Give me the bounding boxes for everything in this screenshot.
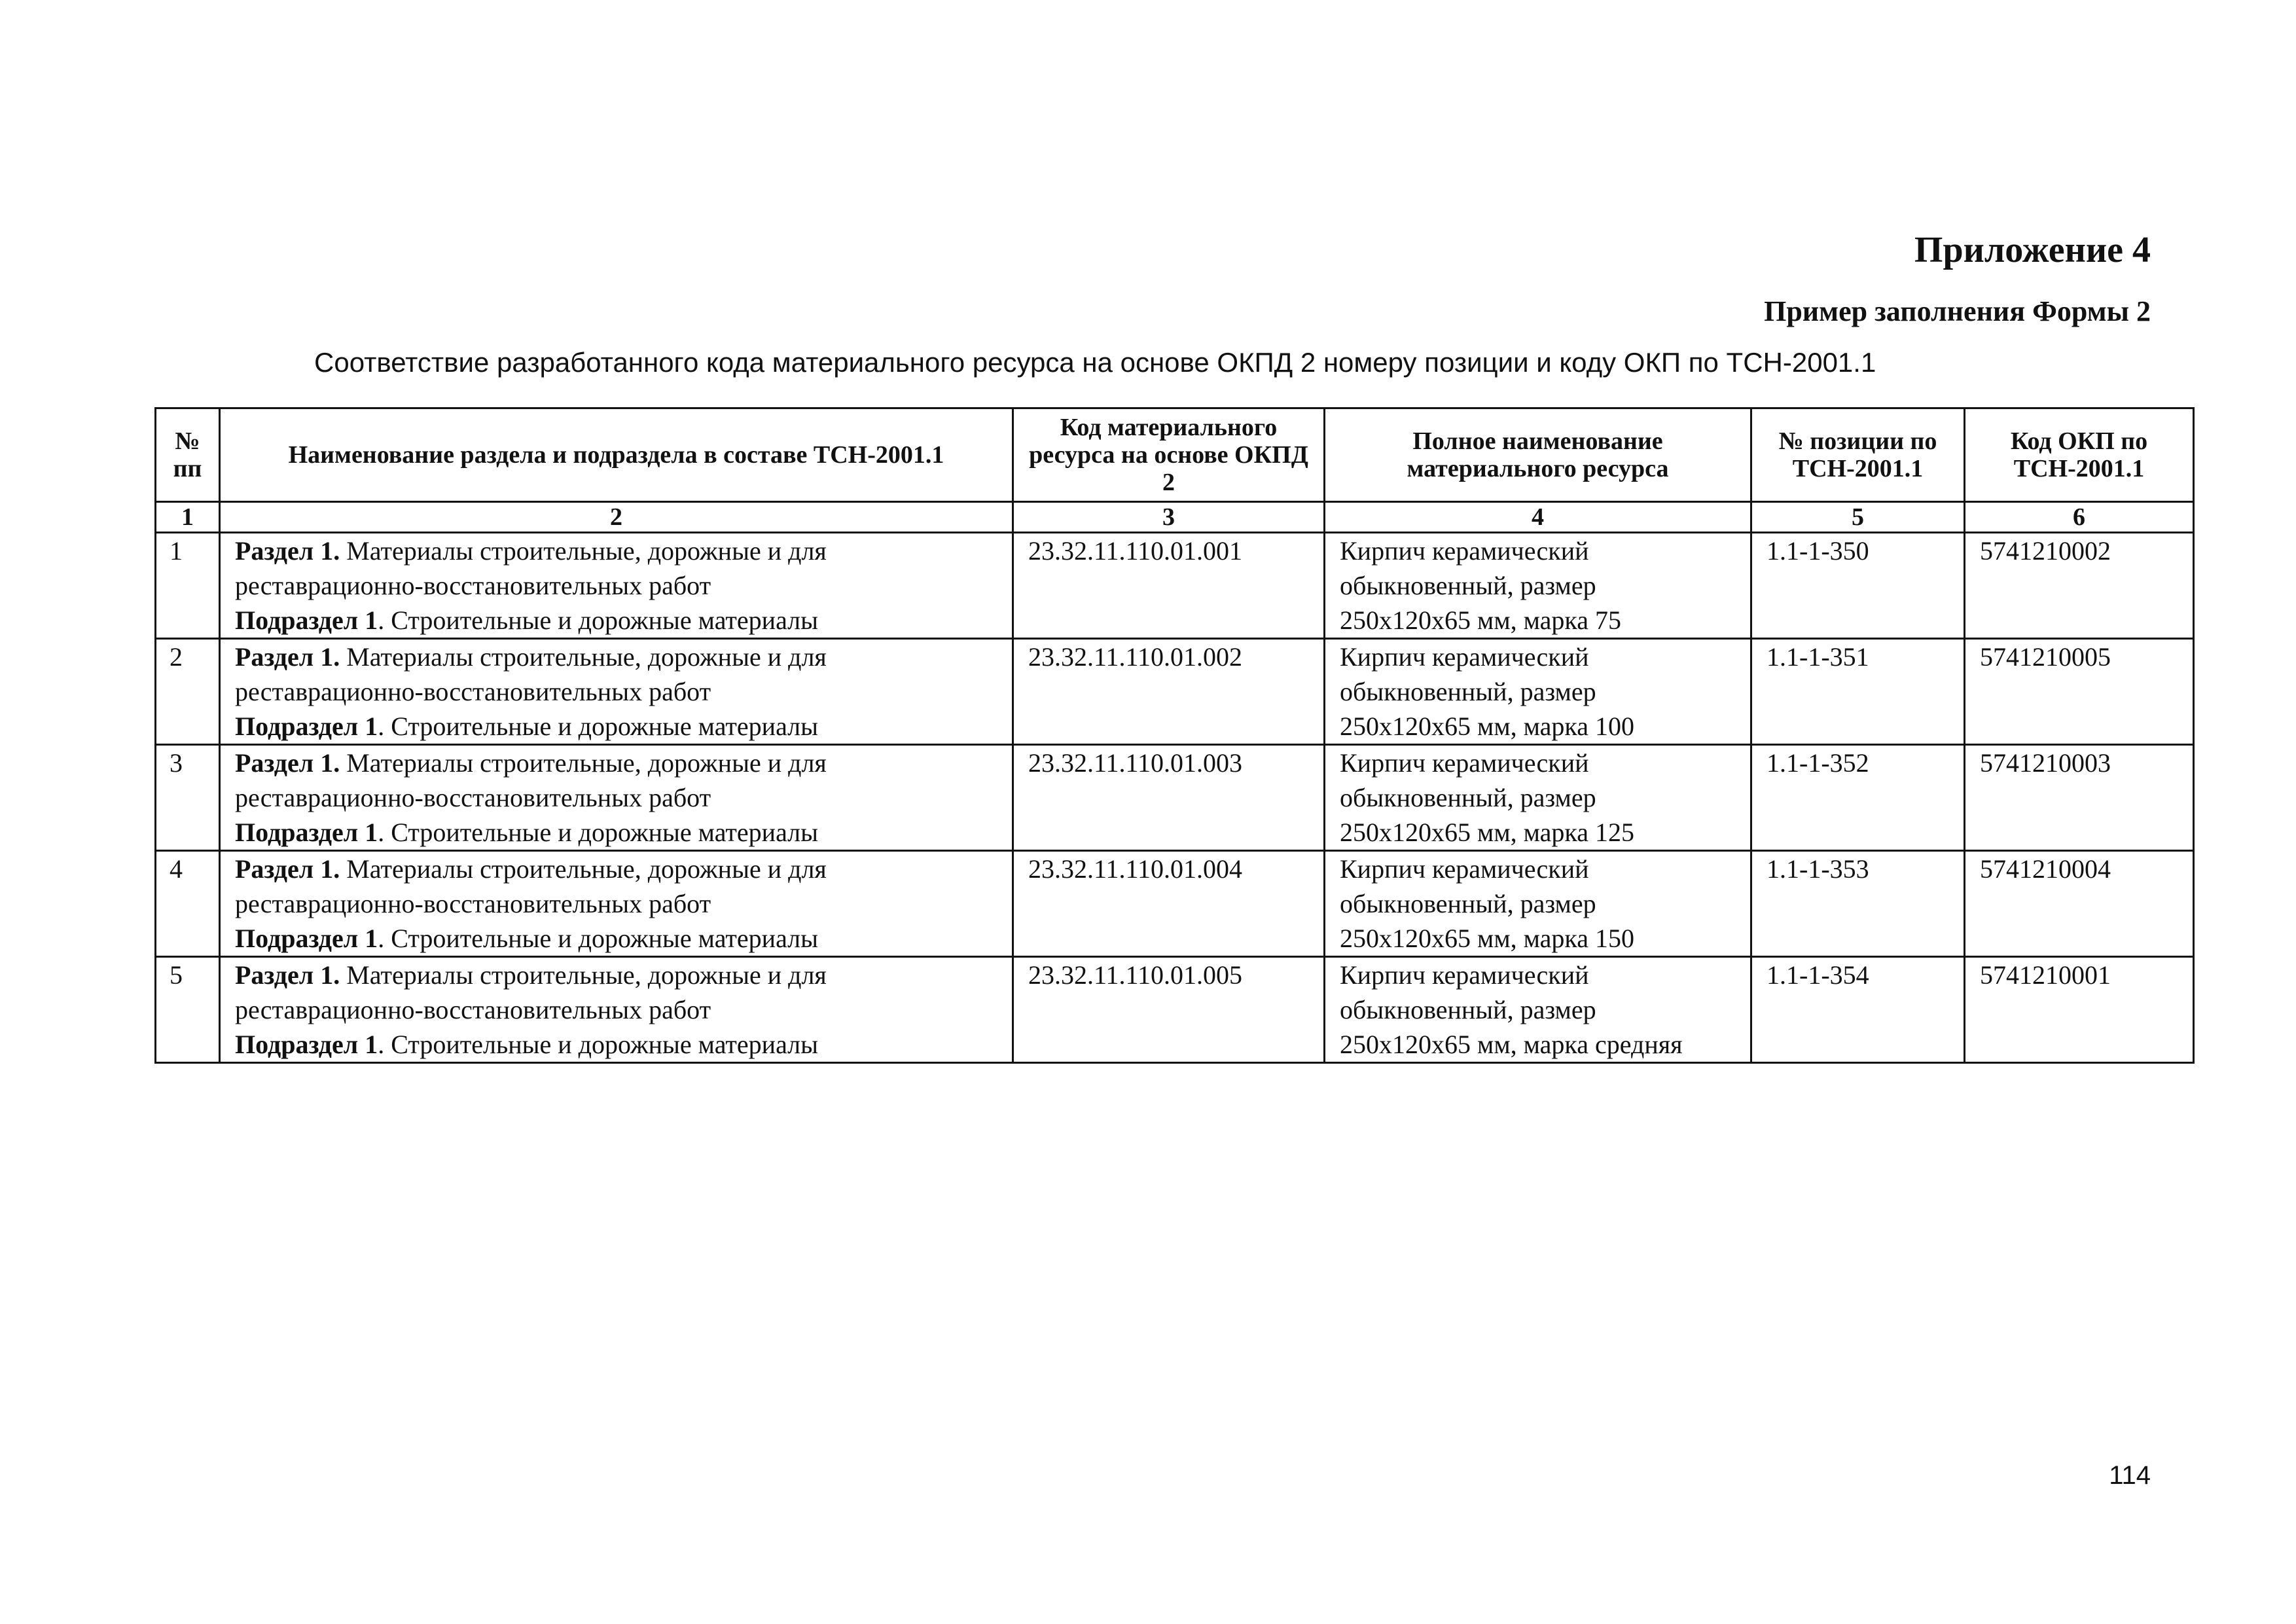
section-label: Раздел 1.	[235, 536, 340, 566]
column-number: 5	[1751, 502, 1965, 533]
section-label: Раздел 1.	[235, 854, 340, 884]
resource-name-line: обыкновенный, размер	[1340, 677, 1596, 706]
resource-name-line: обыкновенный, размер	[1340, 571, 1596, 600]
column-header-full-name: Полное наименование материального ресурса	[1325, 408, 1751, 502]
tsn-position-cell: 1.1-1-350	[1751, 533, 1965, 639]
resource-code-table	[154, 407, 2195, 1064]
row-number: 5	[156, 957, 220, 1063]
section-text: Материалы строительные, дорожные и для реставрационно-восстановительных работ	[235, 854, 827, 918]
section-cell	[220, 639, 1013, 745]
table-row	[156, 533, 2194, 639]
subsection-text: . Строительные и дорожные материалы	[378, 924, 819, 953]
column-number: 1	[156, 502, 220, 533]
okp-code-cell: 5741210004	[1965, 851, 2194, 957]
section-cell	[220, 745, 1013, 851]
resource-name-line: обыкновенный, размер	[1340, 889, 1596, 918]
resource-name-line: 250х120х65 мм, марка 100	[1340, 712, 1634, 741]
section-cell	[220, 957, 1013, 1063]
table-row	[156, 639, 2194, 745]
okp-code-cell: 5741210005	[1965, 639, 2194, 745]
form-title: Пример заполнения Формы 2	[1764, 295, 2151, 327]
table-caption: Соответствие разработанного кода материального ресурса на основе ОКПД 2 номеру позиции и коду ОКП по ТСН-2001.1	[314, 347, 1876, 378]
tsn-position-cell: 1.1-1-351	[1751, 639, 1965, 745]
subsection-label: Подраздел 1	[235, 712, 378, 741]
okpd-code-cell: 23.32.11.110.01.001	[1013, 533, 1325, 639]
row-number: 1	[156, 533, 220, 639]
section-text: Материалы строительные, дорожные и для реставрационно-восстановительных работ	[235, 536, 827, 600]
column-header-number: № пп	[156, 408, 220, 502]
okp-code-cell: 5741210003	[1965, 745, 2194, 851]
table-row	[156, 851, 2194, 957]
section-text: Материалы строительные, дорожные и для реставрационно-восстановительных работ	[235, 960, 827, 1024]
subsection-label: Подраздел 1	[235, 924, 378, 953]
resource-name-line: Кирпич керамический	[1340, 748, 1589, 778]
column-number: 6	[1965, 502, 2194, 533]
subsection-text: . Строительные и дорожные материалы	[378, 1030, 819, 1059]
tsn-position-cell: 1.1-1-354	[1751, 957, 1965, 1063]
page-number: 114	[2109, 1461, 2151, 1490]
table-header-row	[156, 408, 2194, 502]
subsection-text: . Строительные и дорожные материалы	[378, 605, 819, 635]
resource-name-line: обыкновенный, размер	[1340, 995, 1596, 1024]
resource-name-line: 250х120х65 мм, марка 75	[1340, 605, 1621, 635]
resource-name-line: Кирпич керамический	[1340, 536, 1589, 566]
subsection-label: Подраздел 1	[235, 605, 378, 635]
row-number: 3	[156, 745, 220, 851]
subsection-label: Подраздел 1	[235, 1030, 378, 1059]
okpd-code-cell: 23.32.11.110.01.004	[1013, 851, 1325, 957]
section-label: Раздел 1.	[235, 642, 340, 672]
section-label: Раздел 1.	[235, 960, 340, 990]
section-text: Материалы строительные, дорожные и для реставрационно-восстановительных работ	[235, 642, 827, 706]
subsection-text: . Строительные и дорожные материалы	[378, 818, 819, 847]
column-header-section: Наименование раздела и подраздела в составе ТСН-2001.1	[220, 408, 1013, 502]
section-cell	[220, 533, 1013, 639]
subsection-label: Подраздел 1	[235, 818, 378, 847]
okpd-code-cell: 23.32.11.110.01.002	[1013, 639, 1325, 745]
column-number: 2	[220, 502, 1013, 533]
tsn-position-cell: 1.1-1-352	[1751, 745, 1965, 851]
column-number: 4	[1325, 502, 1751, 533]
resource-name-cell	[1325, 533, 1751, 639]
resource-name-line: Кирпич керамический	[1340, 642, 1589, 672]
resource-name-line: 250х120х65 мм, марка 150	[1340, 924, 1634, 953]
tsn-position-cell: 1.1-1-353	[1751, 851, 1965, 957]
okpd-code-cell: 23.32.11.110.01.005	[1013, 957, 1325, 1063]
resource-name-line: Кирпич керамический	[1340, 960, 1589, 990]
resource-name-line: 250х120х65 мм, марка 125	[1340, 818, 1634, 847]
resource-name-cell	[1325, 745, 1751, 851]
resource-name-line: обыкновенный, размер	[1340, 783, 1596, 812]
column-header-tsn-position: № позиции по ТСН-2001.1	[1751, 408, 1965, 502]
appendix-title: Приложение 4	[1914, 230, 2151, 270]
table-row	[156, 957, 2194, 1063]
row-number: 2	[156, 639, 220, 745]
row-number: 4	[156, 851, 220, 957]
column-header-okp-code: Код ОКП по ТСН-2001.1	[1965, 408, 2194, 502]
column-number-row	[156, 502, 2194, 533]
resource-name-cell	[1325, 851, 1751, 957]
section-label: Раздел 1.	[235, 748, 340, 778]
subsection-text: . Строительные и дорожные материалы	[378, 712, 819, 741]
okp-code-cell: 5741210001	[1965, 957, 2194, 1063]
section-text: Материалы строительные, дорожные и для реставрационно-восстановительных работ	[235, 748, 827, 812]
column-header-okpd-code: Код материального ресурса на основе ОКПД 2	[1013, 408, 1325, 502]
resource-name-line: Кирпич керамический	[1340, 854, 1589, 884]
okpd-code-cell: 23.32.11.110.01.003	[1013, 745, 1325, 851]
resource-name-cell	[1325, 957, 1751, 1063]
okp-code-cell: 5741210002	[1965, 533, 2194, 639]
column-number: 3	[1013, 502, 1325, 533]
resource-name-cell	[1325, 639, 1751, 745]
resource-name-line: 250х120х65 мм, марка средняя	[1340, 1030, 1683, 1059]
table-row	[156, 745, 2194, 851]
section-cell	[220, 851, 1013, 957]
